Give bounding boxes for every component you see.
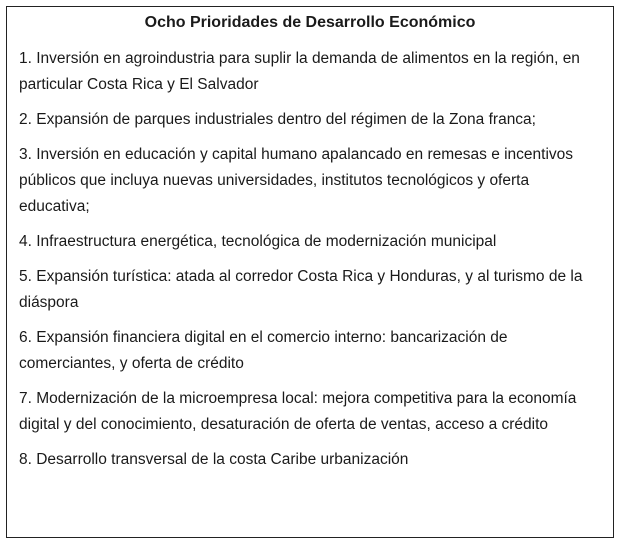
priority-item-2: 2. Expansión de parques industriales dentro del régimen de la Zona franca; — [19, 111, 536, 128]
priority-item-8: 8. Desarrollo transversal de la costa Caribe urbanización — [19, 451, 409, 468]
priority-item-3: 3. Inversión en educación y capital humano apalancado en remesas e incentivos públicos que incluya nuevas universidades, institutos tecnológicos y oferta educativa; — [19, 146, 574, 215]
panel-title: Ocho Prioridades de Desarrollo Económico — [144, 14, 476, 31]
priority-item-7: 7. Modernización de la microempresa local: mejora competitiva para la economía digital y del conocimiento, desaturación de oferta de ventas, acceso a crédito — [19, 390, 577, 433]
priority-item-1: 1. Inversión en agroindustria para suplir la demanda de alimentos en la región, en particular Costa Rica y El Salvador — [19, 50, 580, 93]
priorities-panel — [6, 6, 614, 538]
priority-item-5: 5. Expansión turística: atada al corredor Costa Rica y Honduras, y al turismo de la diáspora — [19, 268, 583, 311]
priority-item-4: 4. Infraestructura energética, tecnológica de modernización municipal — [19, 233, 497, 250]
priority-item-6: 6. Expansión financiera digital en el comercio interno: bancarización de comerciantes, y oferta de crédito — [19, 329, 508, 372]
